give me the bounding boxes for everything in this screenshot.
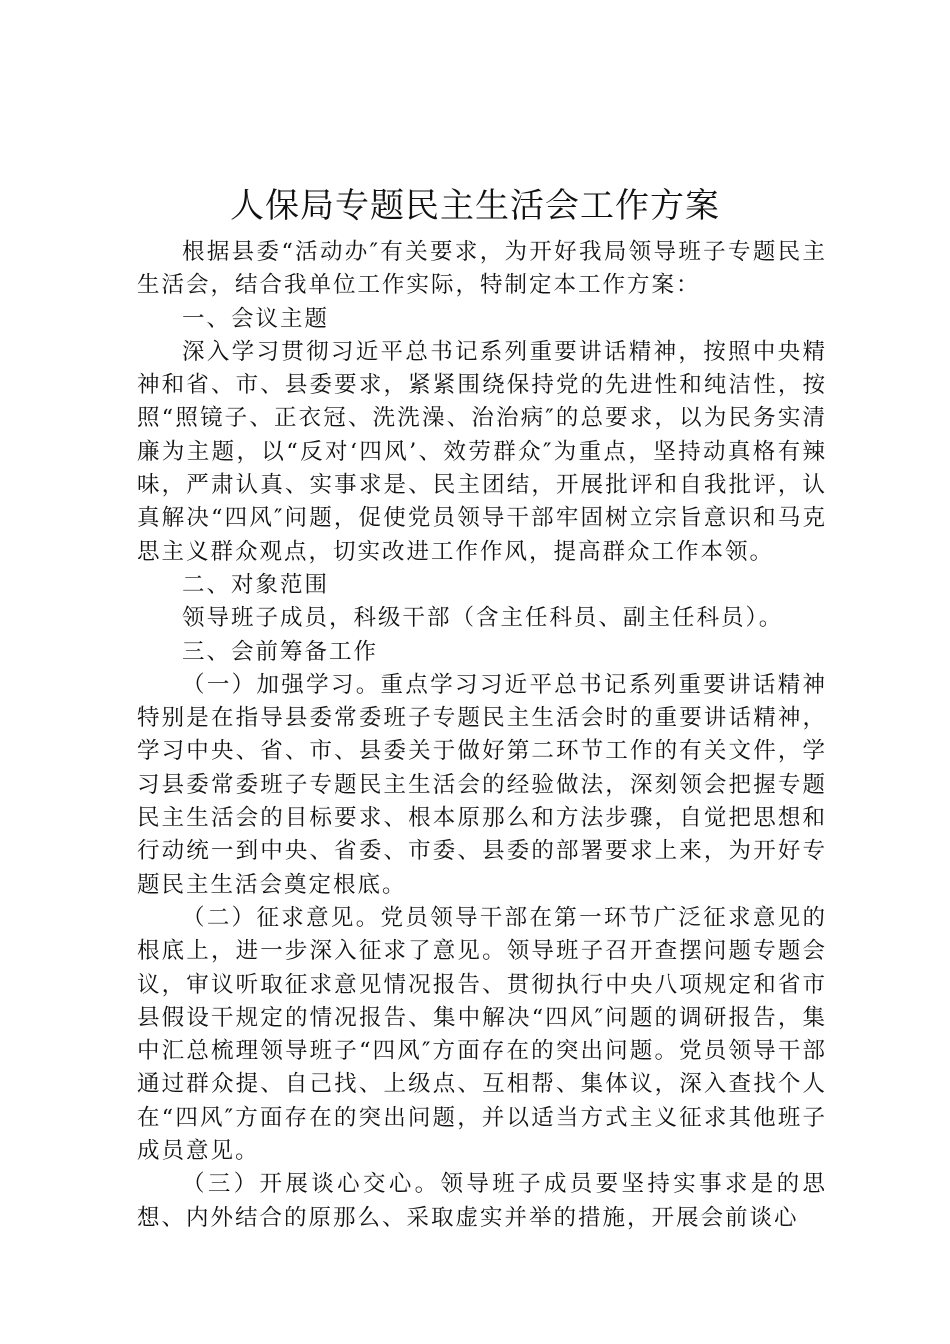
document-title: 人保局专题民主生活会工作方案: [230, 186, 720, 226]
section-3-item-3: （三）开展谈心交心。领导班子成员要坚持实事求是的思想、内外结合的原那么、采取虚实并举的措施，开展会前谈心: [137, 1171, 827, 1231]
intro-paragraph: 根据县委“活动办″有关要求，为开好我局领导班子专题民主生活会，结合我单位工作实际，特制定本工作方案：: [137, 239, 827, 299]
section-2-heading: 二、对象范围: [182, 571, 330, 598]
section-3-item-1: （一）加强学习。重点学习习近平总书记系列重要讲话精神特别是在指导县委常委班子专题民主生活会时的重要讲话精神，学习中央、省、市、县委关于做好第二环节工作的有关文件，学习县委常委班子专题民主生活会的经验做法，深刻领会把握专题民主生活会的目标要求、根本原那么和方法步骤，自觉把思想和行动统一到中央、省委、市委、县委的部署要求上来，为开好专题民主生活会奠定根底。: [137, 671, 827, 898]
section-3-heading: 三、会前筹备工作: [182, 638, 379, 665]
section-1-paragraph: 深入学习贯彻习近平总书记系列重要讲话精神，按照中央精神和省、市、县委要求，紧紧围绕保持党的先进性和纯洁性，按照“照镜子、正衣冠、洗洗澡、治治病″的总要求，以为民务实清廉为主题，以“反对‘四风’、效劳群众″为重点，坚持动真格有辣味，严肃认真、实事求是、民主团结，开展批评和自我批评，认真解决“四风″问题，促使党员领导干部牢固树立宗旨意识和马克思主义群众观点，切实改进工作作风，提高群众工作本领。: [137, 338, 827, 565]
section-3-item-2: （二）征求意见。党员领导干部在第一环节广泛征求意见的根底上，进一步深入征求了意见。领导班子召开查摆问题专题会议，审议听取征求意见情况报告、贯彻执行中央八项规定和省市县假设干规定的情况报告、集中解决“四风″问题的调研报告，集中汇总梳理领导班子“四风″方面存在的突出问题。党员领导干部通过群众提、自己找、上级点、互相帮、集体议，深入查找个人在“四风″方面存在的突出问题，并以适当方式主义征求其他班子成员意见。: [137, 904, 827, 1165]
section-2-paragraph: 领导班子成员，科级干部（含主任科员、副主任科员）。: [182, 605, 784, 632]
section-1-heading: 一、会议主题: [182, 305, 330, 332]
document-body: [137, 236, 827, 1235]
